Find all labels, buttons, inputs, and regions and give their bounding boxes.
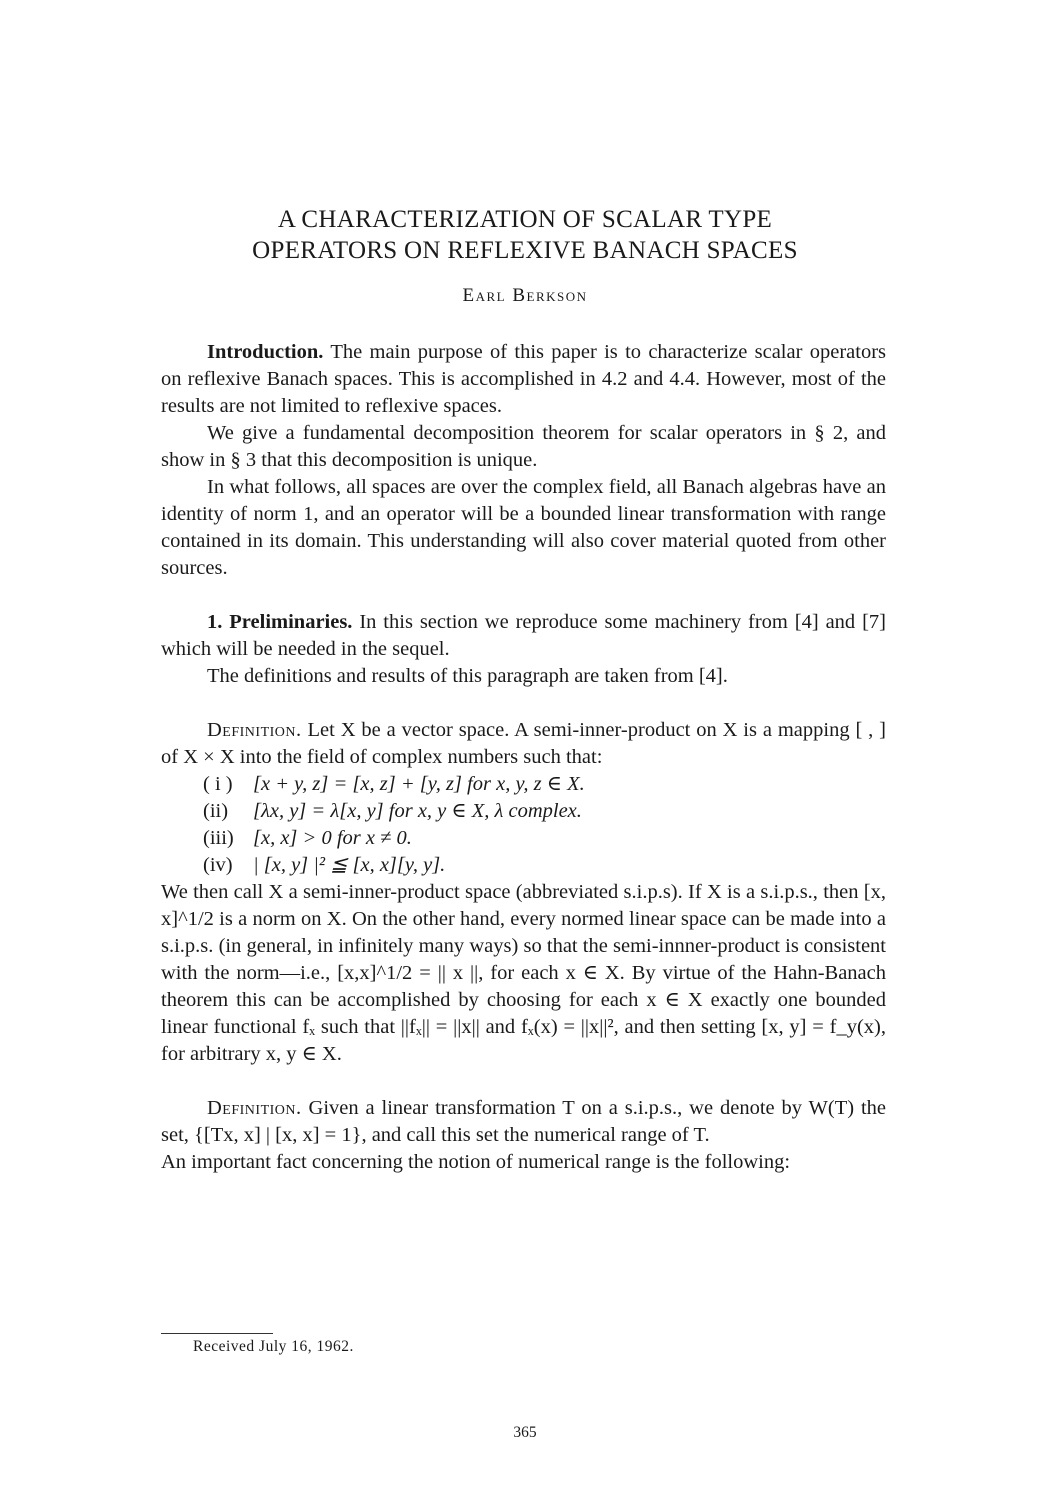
definition2-heading: Definition. [207,1097,302,1119]
condition-text: [λx, y] = λ[x, y] for x, y ∈ X, λ complex. [253,800,582,822]
definition1-heading: Definition. [207,719,302,741]
condition-item [203,852,886,879]
condition-text: | [x, y] |² ≦ [x, x][y, y]. [253,854,446,876]
definition1-text: Let X be a vector space. A semi-inner-product on X is a mapping [ , ] of X × X into the field of complex numbers such that: [161,719,886,768]
definition1-continuation: We then call X a semi-inner-product space (abbreviated s.i.p.s). If X is a s.i.p.s., then [x, x]^1/2 is a norm on X. On the other hand, every normed linear space can be made into a s.i.p.s. (in general, in infinitely many ways) so that the semi-innner-product is consistent with the norm—i.e., [x,x]^1/2 = || x ||, for each x ∈ X. By virtue of the Hahn-Banach theorem this can be accomplished by choosing for each x ∈ X exactly one bounded linear functional fₓ such that ||fₓ|| = ||x|| and fₓ(x) = ||x||², and then setting [x, y] = f_y(x), for arbitrary x, y ∈ X. [161,881,886,1065]
section1-paragraph-1 [161,609,886,663]
condition-number: ( i ) [203,773,233,795]
intro-heading: Introduction. [207,341,324,363]
author-name: Earl Berkson [462,285,588,306]
intro-paragraph-2: We give a fundamental decomposition theorem for scalar operators in § 2, and show in § 3 that this decomposition is unique. [161,422,886,471]
spacer [161,1068,886,1095]
intro-paragraph-3: In what follows, all spaces are over the complex field, all Banach algebras have an identity of norm 1, and an operator will be a bounded linear transformation with range contained in its domain. This understanding will also cover material quoted from other sources. [161,476,886,579]
section1-text-1: In this section we reproduce some machinery from [4] and [7] which will be needed in the sequel. [161,611,886,660]
section1-heading: 1. Preliminaries. [207,611,353,633]
paper-title-line-1: A CHARACTERIZATION OF SCALAR TYPE [277,206,773,233]
condition-item [203,798,886,825]
definition2-continuation: An important fact concerning the notion of numerical range is the following: [161,1151,791,1173]
spacer [161,690,886,717]
footnote-rule [161,1333,273,1334]
condition-text: [x, x] > 0 for x ≠ 0. [253,827,412,849]
paper-body [161,339,886,1176]
condition-number: (iv) [203,854,233,876]
definition2-paragraph [161,1095,886,1149]
definition1-conditions [203,771,886,879]
footnote: Received July 16, 1962. [193,1338,354,1355]
condition-item [203,825,886,852]
page-number: 365 [513,1424,537,1441]
section1-paragraph-2: The definitions and results of this paragraph are taken from [4]. [207,665,728,687]
intro-paragraph-1 [161,339,886,420]
condition-number: (ii) [203,800,229,822]
definition2-text: Given a linear transformation T on a s.i.p.s., we denote by W(T) the set, {[Tx, x] | [x, x] = 1}, and call this set the numerical range of T. [161,1097,886,1146]
intro-text-1: The main purpose of this paper is to characterize scalar operators on reflexive Banach spaces. This is accomplished in 4.2 and 4.4. However, most of the results are not limited to reflexive spaces. [161,341,886,417]
condition-item [203,771,886,798]
condition-number: (iii) [203,827,234,849]
spacer [161,582,886,609]
paper-title-line-2: OPERATORS ON REFLEXIVE BANACH SPACES [252,237,798,264]
definition1-paragraph [161,717,886,771]
condition-text: [x + y, z] = [x, z] + [y, z] for x, y, z ∈ X. [253,773,585,795]
